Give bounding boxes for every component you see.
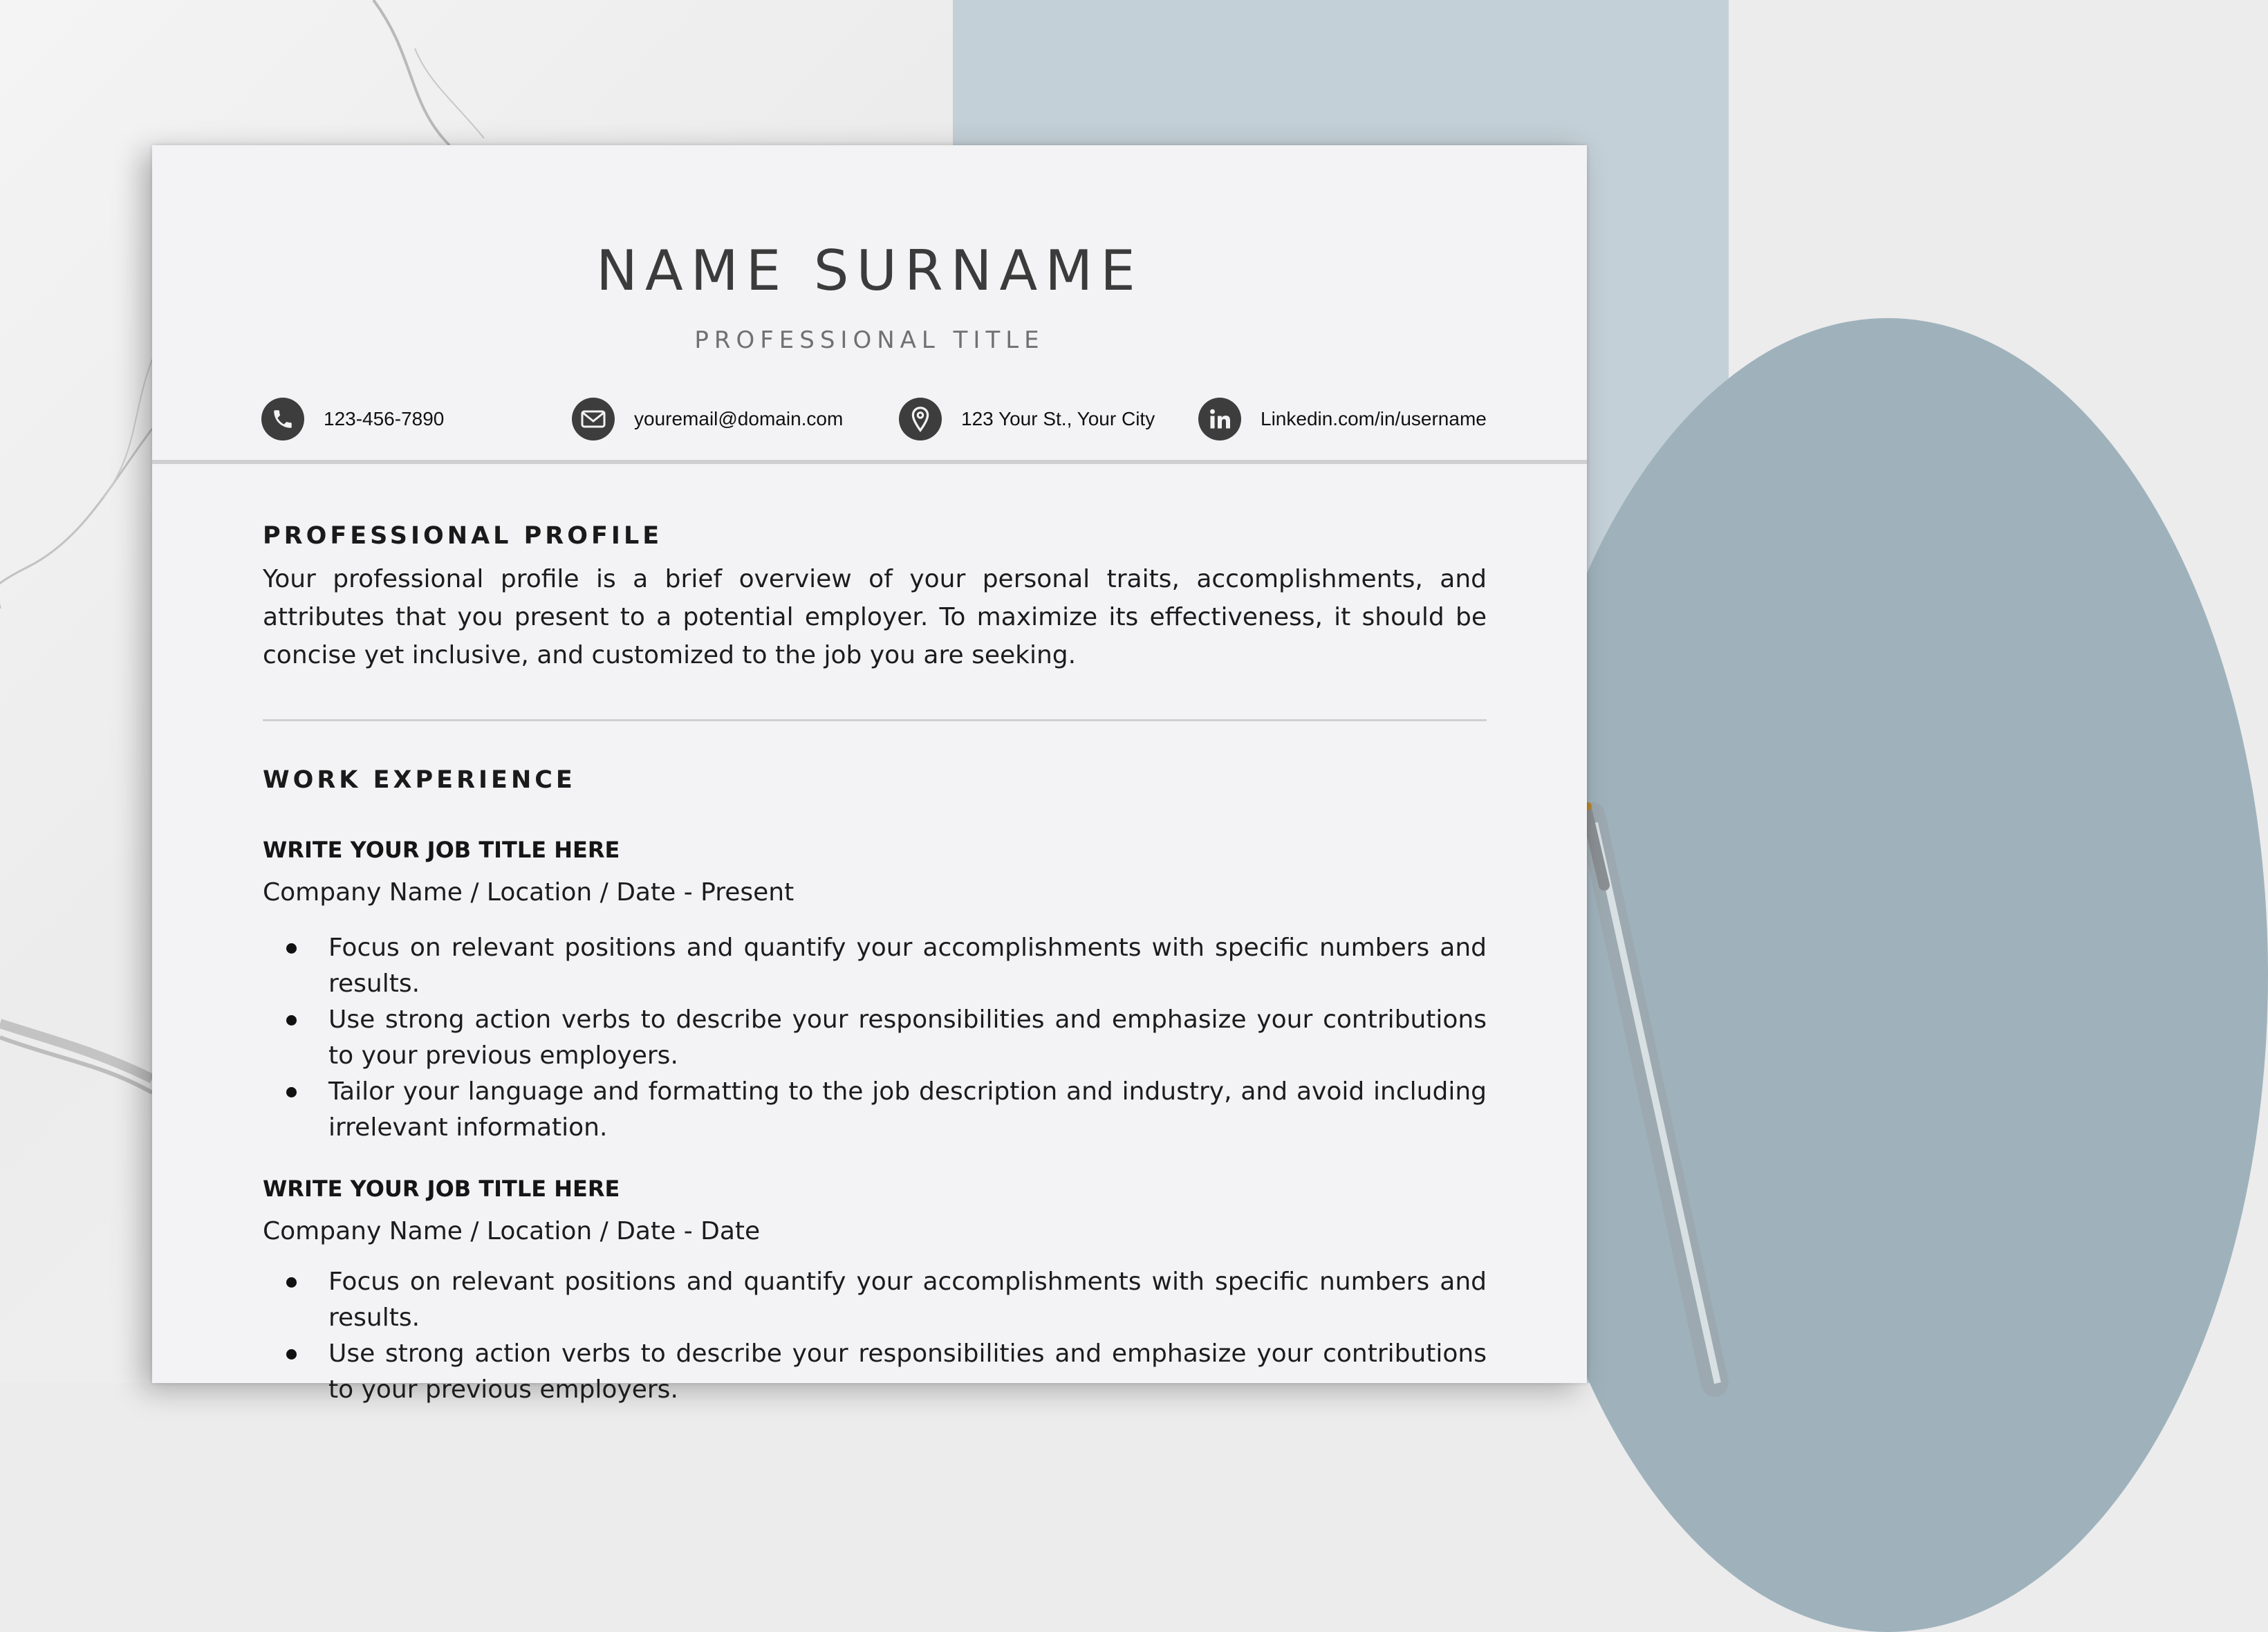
phone-text: 123-456-7890 <box>324 408 445 429</box>
job-title-2: WRITE YOUR JOB TITLE HERE <box>263 1176 620 1202</box>
contact-phone <box>261 398 444 441</box>
location-pin-icon <box>899 398 942 441</box>
list-item: Use strong action verbs to describe your responsibilities and emphasize your contributions to your previous employers. <box>263 1002 1487 1074</box>
company-line-2: Company Name / Location / Date - Date <box>263 1217 761 1245</box>
work-heading: WORK EXPERIENCE <box>263 766 576 794</box>
section-divider <box>263 719 1487 721</box>
company-line-1: Company Name / Location / Date - Present <box>263 878 794 907</box>
contact-linkedin <box>1198 398 1487 441</box>
pen-icon <box>1583 802 1729 1383</box>
resume-page <box>152 145 1587 1404</box>
address-text: 123 Your St., Your City <box>961 408 1155 429</box>
linkedin-icon <box>1198 398 1241 441</box>
job-title-1: WRITE YOUR JOB TITLE HERE <box>263 837 620 863</box>
phone-icon <box>261 398 304 441</box>
contact-email <box>572 398 843 441</box>
contact-address <box>899 398 1155 441</box>
header-divider <box>152 460 1587 464</box>
profile-heading: PROFESSIONAL PROFILE <box>263 522 663 550</box>
candidate-name: NAME SURNAME <box>596 239 1143 303</box>
list-item: Use strong action verbs to describe your responsibilities and emphasize your contributions to your previous employers. <box>263 1336 1487 1408</box>
job-2-bullets <box>263 1264 1487 1408</box>
profile-text: Your professional profile is a brief overview of your personal traits, accomplishments, and attributes that you present to a potential employer. To maximize its effectiveness, it should be concise yet inclusive, and customized to the job you are seeking. <box>263 565 1487 669</box>
professional-title: PROFESSIONAL TITLE <box>694 326 1045 354</box>
list-item: Focus on relevant positions and quantify your accomplishments with specific numbers and results. <box>263 930 1487 1002</box>
list-item: Tailor your language and formatting to the job description and industry, and avoid including irrelevant information. <box>263 1074 1487 1146</box>
email-icon <box>572 398 615 441</box>
contact-bar <box>152 398 1587 446</box>
linkedin-text: Linkedin.com/in/username <box>1261 408 1487 429</box>
email-text: youremail@domain.com <box>634 408 844 429</box>
list-item: Focus on relevant positions and quantify your accomplishments with specific numbers and results. <box>263 1264 1487 1336</box>
job-1-bullets <box>263 930 1487 1146</box>
